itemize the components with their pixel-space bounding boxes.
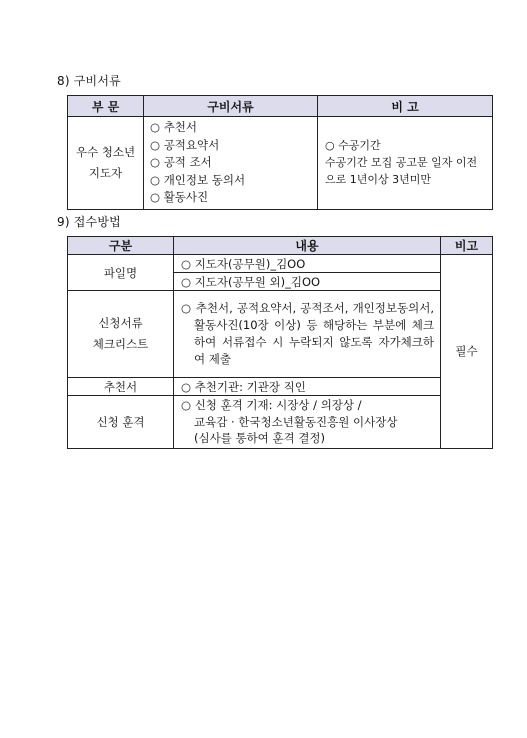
award-line-1: ○ 신청 훈격 기재: 시장상 / 의장상 / xyxy=(181,398,362,412)
required-note: 필수 xyxy=(441,255,493,449)
note-cell xyxy=(318,117,493,210)
doc-item: ○ 개인정보 동의서 xyxy=(150,172,246,187)
award-line-2: 교육감 · 한국청소년활동진흥원 이사장상 xyxy=(194,414,398,429)
section-9-title: 9) 접수방법 xyxy=(57,215,121,229)
header-documents: 구비서류 xyxy=(144,96,318,117)
award-label: 신청 훈격 xyxy=(68,396,174,449)
doc-item: ○ 활동사진 xyxy=(150,190,209,204)
note-line-1: ○ 수공기간 xyxy=(325,139,381,153)
category-line-2: 지도자 xyxy=(88,165,123,180)
header-category: 부 문 xyxy=(68,96,144,117)
category-cell xyxy=(68,117,144,210)
required-documents-table xyxy=(67,95,493,210)
checklist-content-cell xyxy=(174,291,441,378)
checklist-label-line-1: 신청서류 xyxy=(98,316,143,330)
header-content: 내용 xyxy=(174,237,441,255)
checklist-label-line-2: 체크리스트 xyxy=(92,337,149,351)
note-line-3: 으로 1년이상 3년미만 xyxy=(325,173,431,187)
doc-item: ○ 공적요약서 xyxy=(150,137,220,152)
category-line-1: 우수 청소년 xyxy=(75,144,136,159)
award-line-3: (심사를 통하여 훈격 결정) xyxy=(194,431,326,445)
award-content-cell xyxy=(174,396,441,449)
recommender-label: 추천서 xyxy=(68,378,174,396)
checklist-content: ○ 추천서, 공적요약서, 공적조서, 개인정보동의서, 활동사진(10장 이상) 등 해당하는 부분에 체크하여 서류접수 시 누락되지 않도록 자가체크하여 제출 xyxy=(181,301,434,366)
note-line-2: 수공기간 모집 공고문 일자 이전 xyxy=(325,156,478,170)
header-note: 비고 xyxy=(441,237,493,255)
file-name-item-2: ○ 지도자(공무원 외)_김OO xyxy=(174,273,441,291)
doc-item: ○ 추천서 xyxy=(150,120,198,134)
header-note: 비 고 xyxy=(318,96,493,117)
file-name-label: 파일명 xyxy=(68,255,174,291)
section-8-title: 8) 구비서류 xyxy=(57,74,121,88)
documents-cell xyxy=(144,117,318,210)
recommender-content: ○ 추천기관: 기관장 직인 xyxy=(174,378,441,396)
submission-method-table xyxy=(67,236,493,449)
checklist-label-cell xyxy=(68,291,174,378)
file-name-item-1: ○ 지도자(공무원)_김OO xyxy=(174,255,441,273)
doc-item: ○ 공적 조서 xyxy=(150,155,212,169)
header-category: 구분 xyxy=(68,237,174,255)
